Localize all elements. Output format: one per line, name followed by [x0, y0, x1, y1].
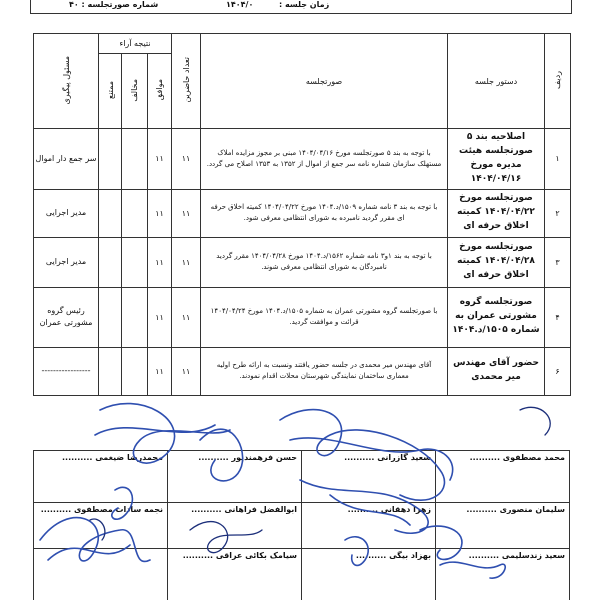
signatory-name: نجمه سادات مصطفوی ..........	[40, 505, 163, 514]
signature-cell	[168, 451, 302, 503]
minutes-cell: با توجه به بند ۳ نامه شماره ۱۵۰۹/د.۱۴۰۴ مورخ ۱۴۰۴/۰۴/۲۲ کمیته اخلاق حرفه ای مقرر گردید نامبرده به شورای انتظامی معرفی شود.	[201, 189, 448, 237]
signature-cell	[436, 451, 570, 503]
minutes-table	[33, 33, 571, 396]
oppose-cell	[122, 287, 148, 347]
attendees-cell: ۱۱	[172, 347, 201, 395]
signatory-name: محمدرضا ضیغمی ..........	[62, 453, 163, 462]
attendees-cell: ۱۱	[172, 189, 201, 237]
agree-cell: ۱۱	[148, 237, 172, 287]
table-row	[34, 129, 571, 190]
header-oppose: مخالف	[122, 54, 148, 129]
abstain-cell	[99, 347, 122, 395]
agree-cell: ۱۱	[148, 287, 172, 347]
table-row	[34, 287, 571, 347]
agenda-cell: صورتجلسه مورخ ۱۴۰۴/۰۴/۲۸ کمیته اخلاق حرفه ای	[448, 237, 545, 287]
signature-cell	[168, 549, 302, 600]
minutes-cell: با صورتجلسه گروه مشورتی عمران به شماره ۱۵۰۵/د.۱۴۰۴ مورخ ۱۴۰۴/۰۴/۲۴ قرائت و موافقت گردید.	[201, 287, 448, 347]
header-agree: موافق	[148, 54, 172, 129]
signatory-name: حسن فرهمندپور ..........	[198, 453, 297, 462]
abstain-cell	[99, 287, 122, 347]
signatory-name: زهرا دهقانی ..........	[347, 505, 431, 514]
attendees-cell: ۱۱	[172, 287, 201, 347]
signature-stroke	[95, 425, 215, 435]
table-row	[34, 189, 571, 237]
header-attendees: تعداد حاضرین	[172, 34, 201, 129]
oppose-cell	[122, 347, 148, 395]
header-minutes: صورتجلسه	[201, 34, 448, 129]
follow-up-cell: سر جمع دار اموال	[34, 129, 99, 190]
header-abstain: ممتنع	[99, 54, 122, 129]
minutes-cell: با توجه به بند ۱و۳ نامه شماره ۱۵۶۲/د.۱۴۰۴ مورخ ۱۴۰۴/۰۴/۲۸ مقرر گردید نامبردگان به شورای انتظامی معرفی شوند.	[201, 237, 448, 287]
signature-stroke	[520, 407, 550, 435]
signatory-name: سیامک بکائی عراقی ..........	[182, 551, 297, 560]
attendees-cell: ۱۱	[172, 237, 201, 287]
minutes-cell: با توجه به بند ۵ صورتجلسه مورخ ۱۴۰۴/۰۴/۱۶ مبنی بر مجوز مزایده املاک مستهلک سازمان شماره نامه سر جمع از اموال از ۱۳۵۲ به ۱۳۵۳ اصلاح می گردد.	[201, 129, 448, 190]
header-vote-result: نتیجه آراء	[99, 34, 172, 54]
agree-cell: ۱۱	[148, 129, 172, 190]
signature-cell	[34, 549, 168, 600]
signatures-table	[33, 450, 570, 600]
signature-cell	[436, 549, 570, 600]
table-row	[34, 347, 571, 395]
attendees-cell: ۱۱	[172, 129, 201, 190]
header-agenda: دستور جلسه	[448, 34, 545, 129]
header-follow-up: مسئول پیگیری	[34, 34, 99, 129]
meeting-time-label: زمان جلسه :	[279, 0, 330, 9]
signature-cell	[436, 503, 570, 549]
row-number: ۶	[545, 347, 571, 395]
signature-cell	[302, 503, 436, 549]
agree-cell: ۱۱	[148, 347, 172, 395]
signatory-name: سلیمان منصوری ..........	[466, 505, 565, 514]
date-fragment: ۱۴۰۴/۰	[226, 0, 254, 9]
signature-cell	[168, 503, 302, 549]
signatory-name: محمد مصطفوی ..........	[469, 453, 565, 462]
follow-up-cell: -----------------	[34, 347, 99, 395]
signature-cell	[34, 451, 168, 503]
agenda-cell: اصلاحیه بند ۵ صورتجلسه هیئت مدیره مورخ ۱۴۰۴/۰۴/۱۶	[448, 129, 545, 190]
abstain-cell	[99, 129, 122, 190]
signatory-name: بهزاد بیگی ..........	[355, 551, 431, 560]
abstain-cell	[99, 237, 122, 287]
row-number: ۲	[545, 189, 571, 237]
header-row-number: ردیف	[545, 34, 571, 129]
agenda-cell: صورتجلسه گروه مشورتی عمران به شماره ۱۵۰۵/د.۱۴۰۴	[448, 287, 545, 347]
agenda-cell: حضور آقای مهندس میر محمدی	[448, 347, 545, 395]
follow-up-cell: رئیس گروه مشورتی عمران	[34, 287, 99, 347]
oppose-cell	[122, 129, 148, 190]
oppose-cell	[122, 189, 148, 237]
signature-cell	[302, 549, 436, 600]
follow-up-cell: مدیر اجرایی	[34, 237, 99, 287]
signatory-name: سعید گازرانی ..........	[344, 453, 431, 462]
signatory-name: ابوالفضل فراهانی ..........	[191, 505, 297, 514]
row-number: ۴	[545, 287, 571, 347]
meeting-number-label: شماره صورتجلسه : ۴۰	[69, 0, 159, 9]
minutes-cell: آقای مهندس میر محمدی در جلسه حضور یافتند ونسبت به ارائه طرح اولیه معماری ساختمان نمایندگی شهرستان محلات اقدام نمودند.	[201, 347, 448, 395]
follow-up-cell: مدیر اجرایی	[34, 189, 99, 237]
abstain-cell	[99, 189, 122, 237]
signatory-name: سعید زندسلیمی ..........	[468, 551, 565, 560]
oppose-cell	[122, 237, 148, 287]
row-number: ۳	[545, 237, 571, 287]
agenda-cell: صورتجلسه مورخ ۱۴۰۴/۰۴/۲۲ کمیته اخلاق حرفه ای	[448, 189, 545, 237]
agree-cell: ۱۱	[148, 189, 172, 237]
table-row	[34, 237, 571, 287]
top-header-strip	[30, 0, 572, 14]
row-number: ۱	[545, 129, 571, 190]
signature-cell	[302, 451, 436, 503]
signature-cell	[34, 503, 168, 549]
